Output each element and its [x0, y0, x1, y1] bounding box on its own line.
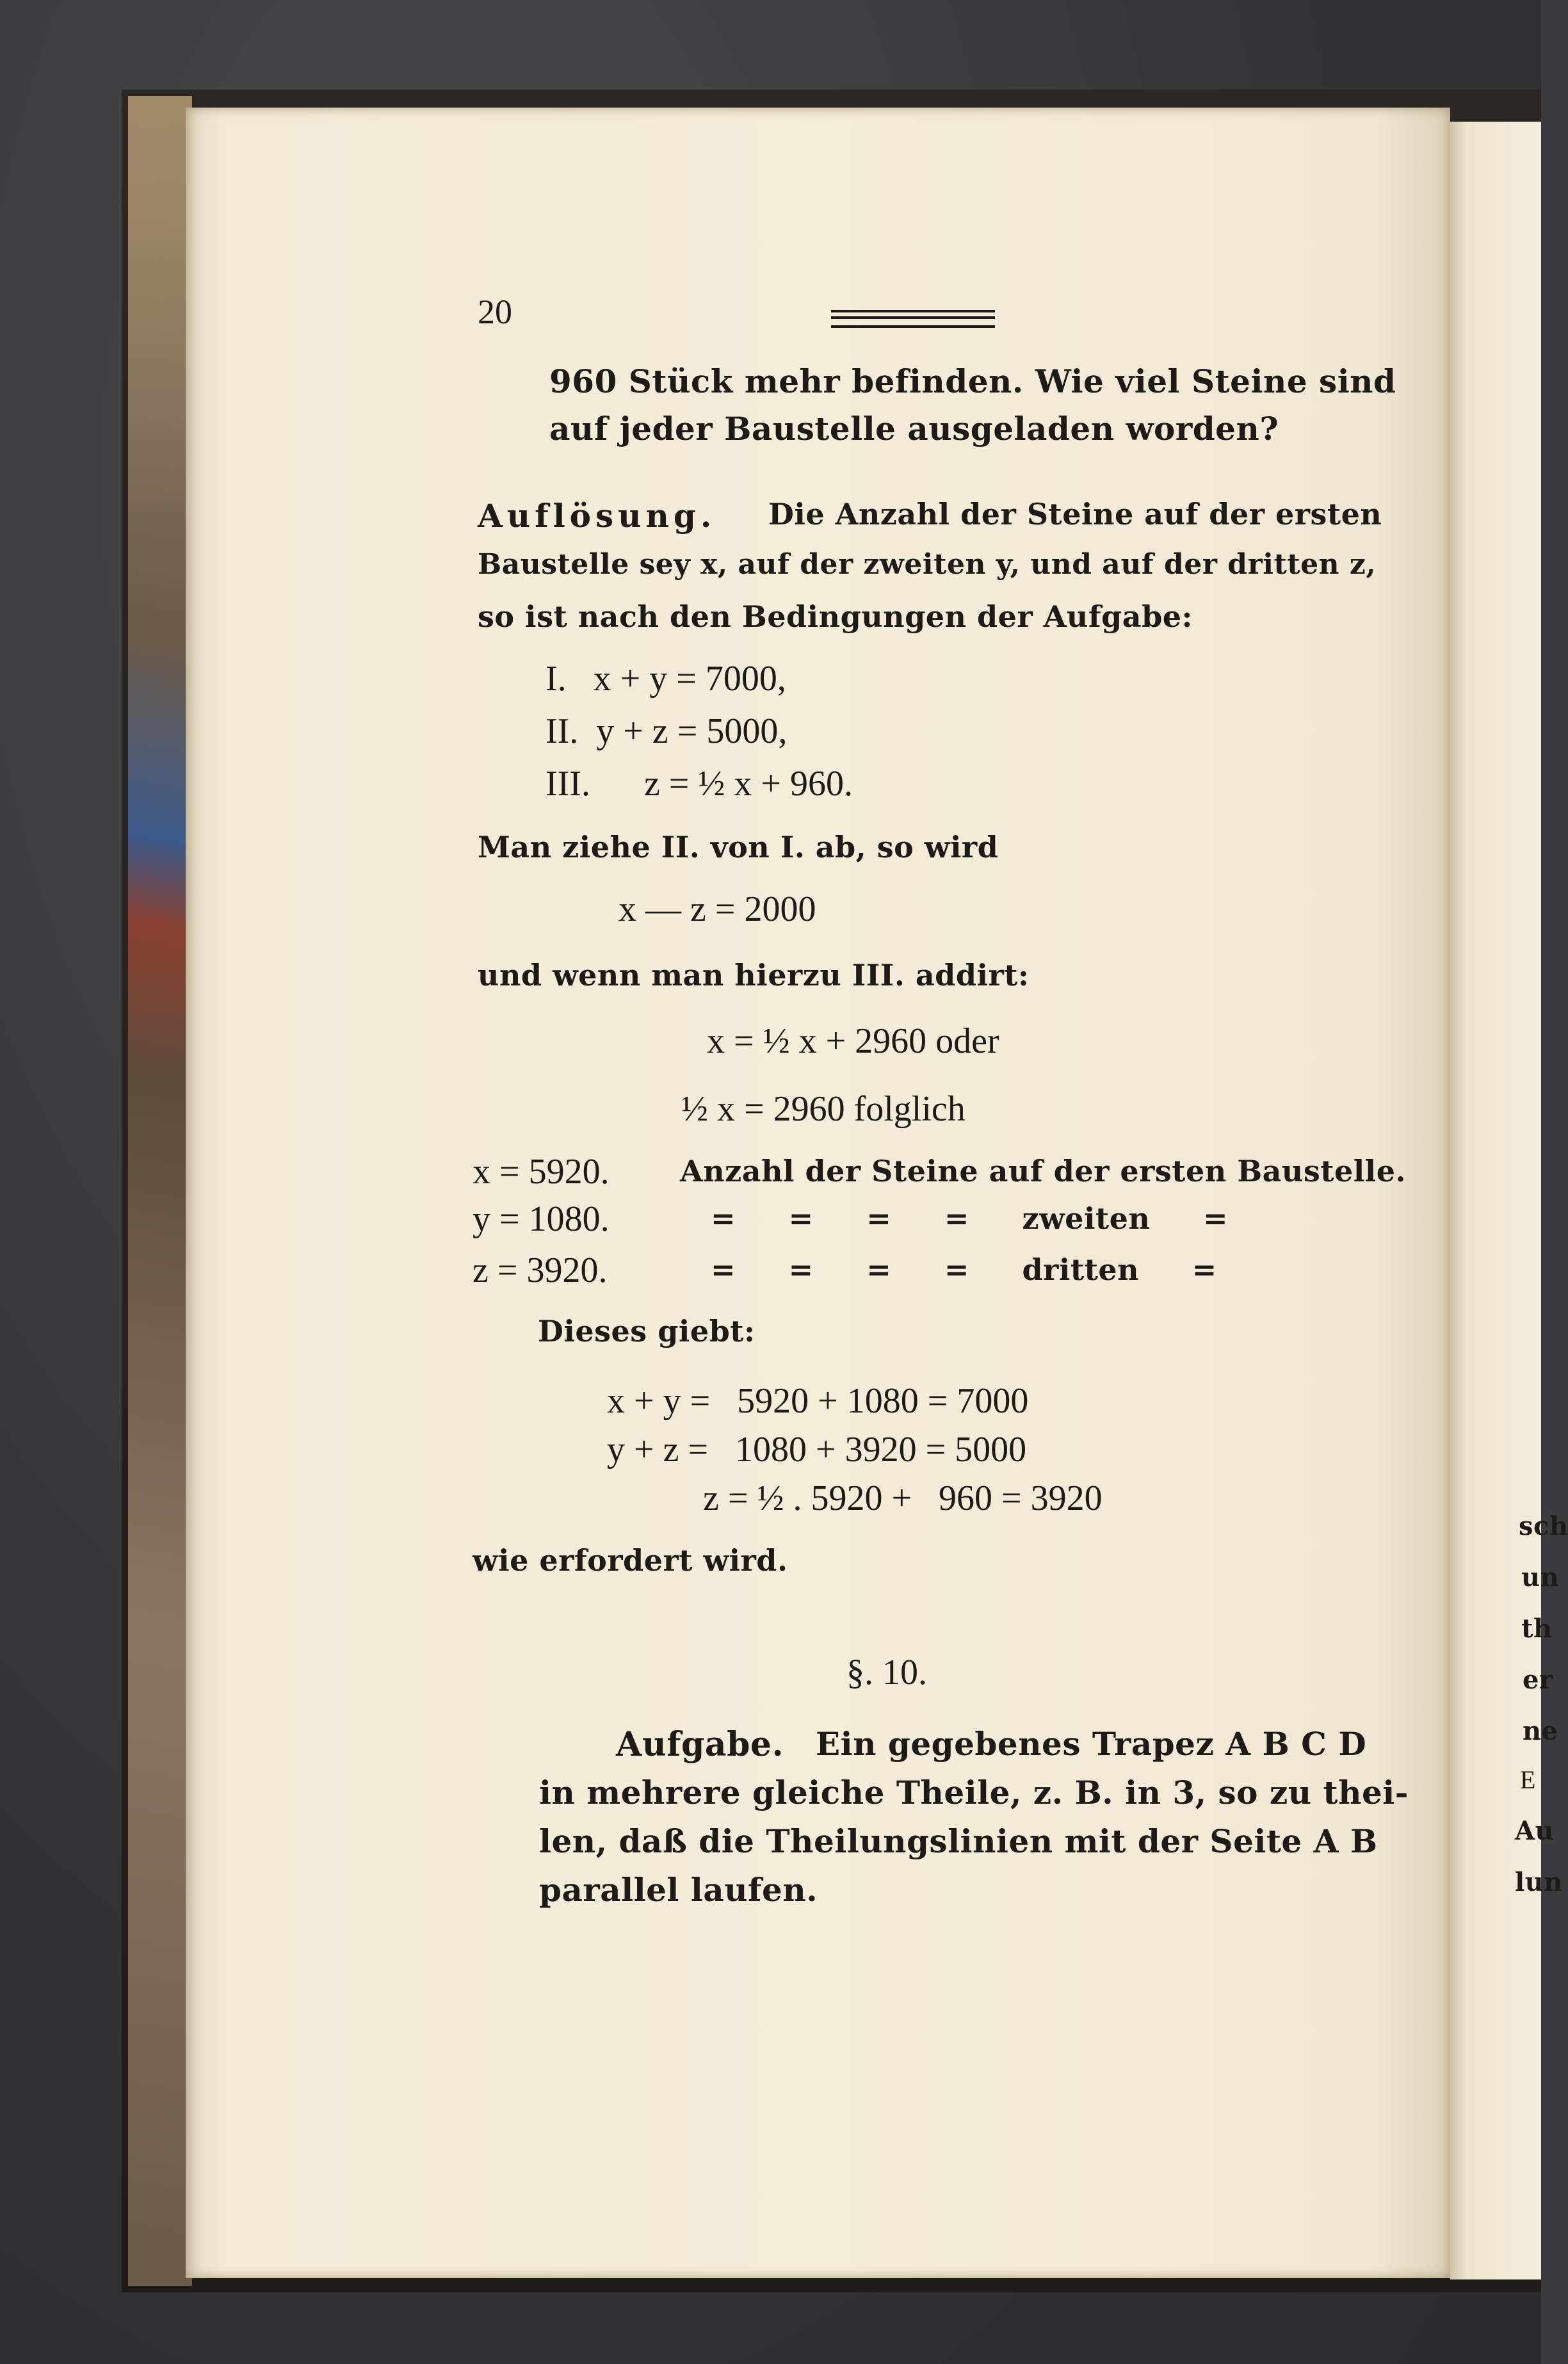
- equation-3: III. z = ½ x + 960.: [546, 764, 853, 804]
- equation-5: x = ½ x + 2960 oder: [707, 1021, 999, 1061]
- text-line-2: auf jeder Baustelle ausgeladen worden?: [549, 410, 1279, 448]
- next-page-fragment: E: [1520, 1765, 1536, 1794]
- text-line-4: Baustelle sey x, auf der zweiten y, und auf der dritten z,: [478, 548, 1377, 581]
- text-line-3: Die Anzahl der Steine auf der ersten: [768, 497, 1382, 531]
- next-page-fragment: er: [1523, 1665, 1553, 1695]
- equation-1: I. x + y = 7000,: [546, 659, 786, 699]
- solution-heading: Auflösung.: [478, 497, 716, 535]
- result-z-text: = = = = dritten =: [711, 1252, 1217, 1287]
- marbled-cover: [128, 96, 192, 2286]
- next-page-fragment: th: [1521, 1614, 1553, 1644]
- check-1: x + y = 5920 + 1080 = 7000: [607, 1381, 1029, 1421]
- result-x: x = 5920.: [473, 1152, 610, 1192]
- task-line-1: Ein gegebenes Trapez A B C D: [816, 1725, 1367, 1763]
- text-line-1: 960 Stück mehr befinden. Wie viel Steine sind: [549, 362, 1396, 400]
- next-page-fragment: sch: [1519, 1511, 1568, 1541]
- task-line-3: len, daß die Theilungslinien mit der Seite A B: [539, 1822, 1378, 1860]
- task-heading: Aufgabe.: [616, 1725, 784, 1764]
- result-x-text: Anzahl der Steine auf der ersten Baustelle.: [680, 1154, 1406, 1188]
- equation-2: II. y + z = 5000,: [546, 711, 788, 751]
- text-line-5: so ist nach den Bedingungen der Aufgabe:: [478, 599, 1193, 634]
- next-page-fragment: un: [1521, 1562, 1560, 1592]
- check-3: z = ½ . 5920 + 960 = 3920: [703, 1478, 1103, 1518]
- text-line-7: und wenn man hierzu III. addirt:: [478, 958, 1030, 992]
- page-number: 20: [478, 293, 512, 331]
- equation-4: x — z = 2000: [618, 889, 816, 929]
- header-rule: [831, 310, 995, 328]
- next-page-fragment: lun: [1515, 1867, 1563, 1897]
- section-heading: §. 10.: [846, 1653, 927, 1692]
- result-y-text: = = = = zweiten =: [711, 1201, 1229, 1236]
- result-y: y = 1080.: [473, 1199, 610, 1239]
- next-page-edge: [1450, 122, 1541, 2279]
- equation-6: ½ x = 2960 folglich: [681, 1089, 966, 1129]
- next-page-fragment: Au: [1515, 1816, 1555, 1846]
- check-2: y + z = 1080 + 3920 = 5000: [607, 1430, 1027, 1469]
- result-z: z = 3920.: [473, 1251, 608, 1290]
- text-line-9: wie erfordert wird.: [473, 1543, 788, 1578]
- next-page-fragment: ne: [1523, 1716, 1558, 1746]
- task-line-4: parallel laufen.: [539, 1871, 818, 1909]
- text-line-6: Man ziehe II. von I. ab, so wird: [478, 830, 999, 864]
- task-line-2: in mehrere gleiche Theile, z. B. in 3, so zu thei-: [539, 1774, 1409, 1811]
- text-line-8: Dieses giebt:: [538, 1314, 756, 1348]
